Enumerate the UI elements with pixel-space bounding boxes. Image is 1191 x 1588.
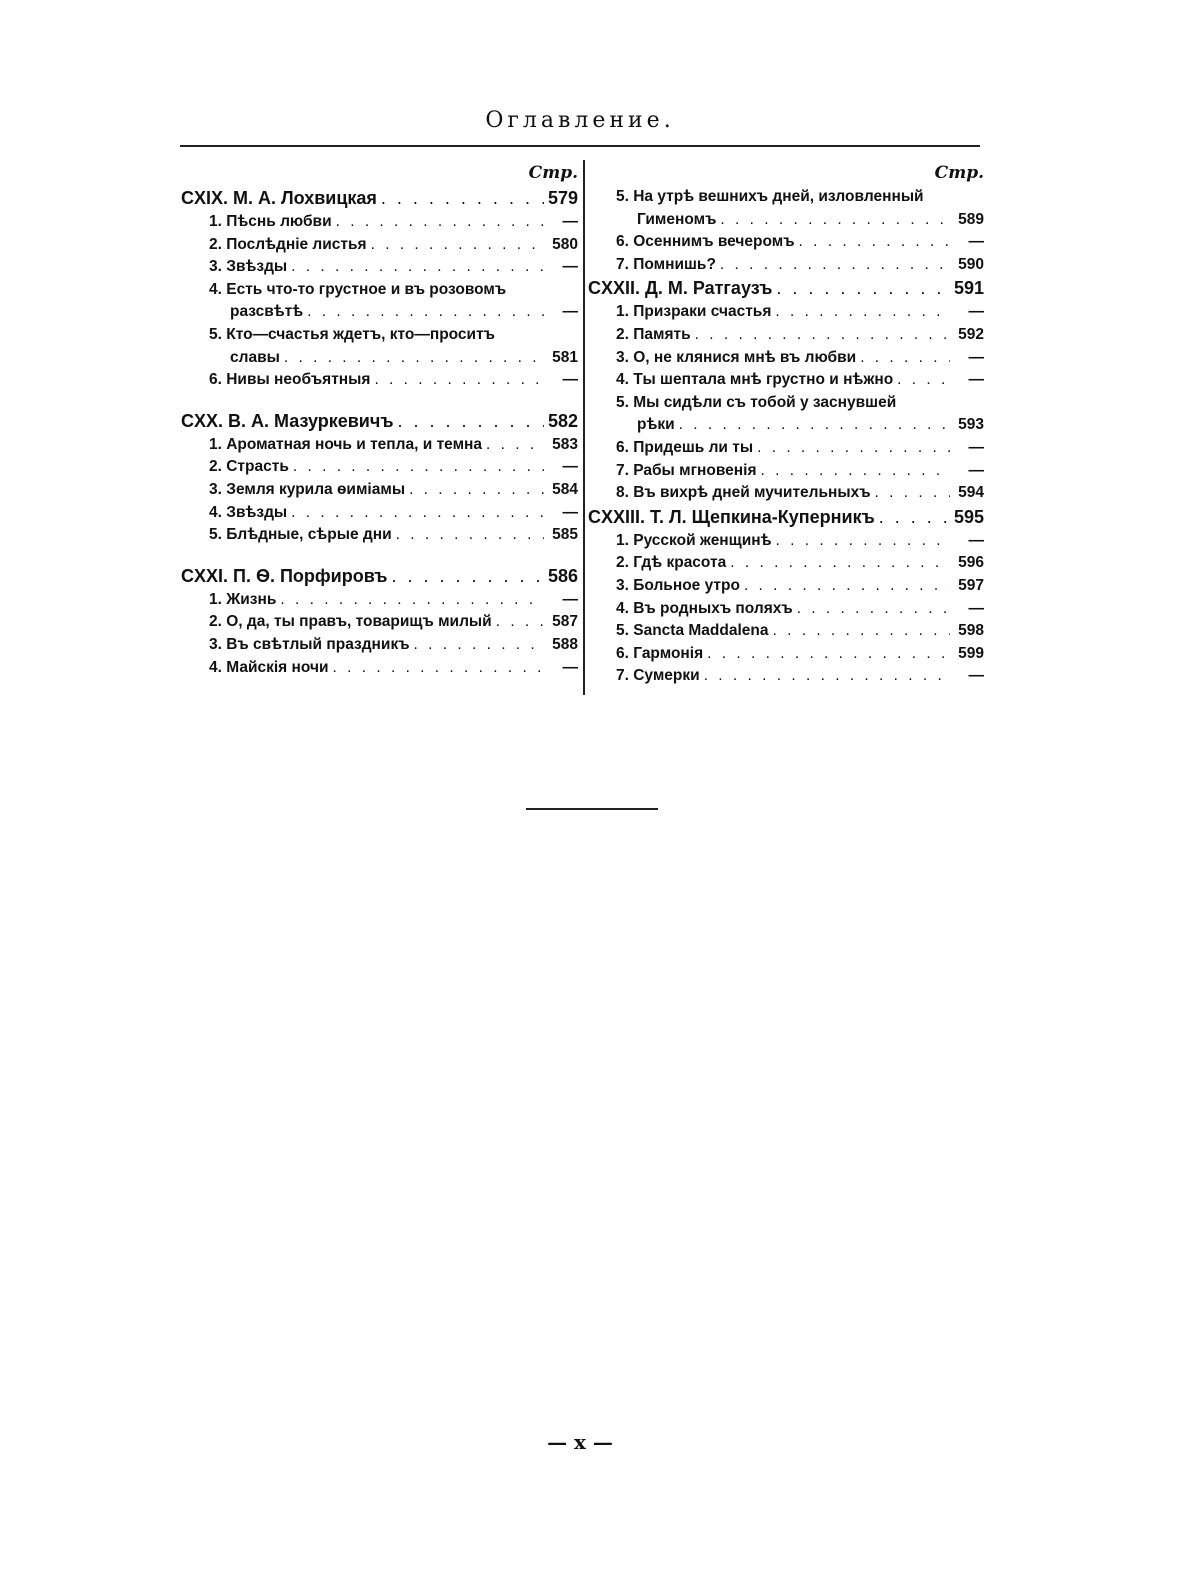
toc-column-left (181, 160, 578, 679)
entry-page-number: 583 (552, 435, 578, 453)
leader-dots (374, 369, 544, 392)
leader-dots (486, 434, 544, 457)
leader-dots (776, 530, 950, 553)
toc-poem-entry (588, 186, 984, 209)
leader-dots (897, 369, 950, 392)
leader-dots (704, 665, 950, 688)
entry-title: 1. Жизнь (209, 590, 277, 608)
entry-page-number: — (562, 503, 578, 521)
toc-poem-entry (181, 256, 578, 279)
entry-page-number: — (968, 531, 984, 549)
end-rule (526, 808, 658, 810)
leader-dots (336, 211, 544, 234)
entry-title: CXX. В. А. Мазуркевичъ (181, 410, 394, 431)
leader-dots (707, 643, 950, 666)
entry-title: славы (230, 348, 280, 366)
entry-page-number: — (968, 371, 984, 389)
entry-page-number: — (562, 658, 578, 676)
toc-poem-entry (588, 665, 984, 688)
toc-author-entry (588, 505, 984, 530)
entry-title: 5. На утрѣ вешнихъ дней, изловленный (616, 188, 924, 205)
entry-page-number: — (968, 438, 984, 456)
column-divider (583, 160, 585, 695)
toc-author-entry (181, 409, 578, 434)
entry-page-number: — (968, 461, 984, 479)
toc-poem-entry (181, 434, 578, 457)
leader-dots (291, 256, 544, 279)
entry-title: 6. Придешь ли ты (616, 438, 754, 456)
toc-poem-entry (588, 482, 984, 505)
toc-author-entry (588, 276, 984, 301)
entry-page-number: 585 (552, 526, 578, 544)
leader-dots (761, 460, 950, 483)
leader-dots (291, 502, 544, 525)
entry-title: 5. Мы сидѣли съ тобой у заснувшей (616, 393, 897, 411)
entry-title: 4. Звѣзды (209, 503, 288, 521)
leader-dots (875, 482, 950, 505)
entry-title: 3. Больное утро (616, 576, 740, 594)
leader-dots (879, 505, 950, 530)
entry-page-number: 581 (552, 348, 578, 366)
entry-title: 6. Осеннимъ вечеромъ (616, 233, 795, 251)
leader-dots (776, 276, 950, 301)
toc-poem-entry (588, 347, 984, 370)
entry-title: 2. О, да, ты правъ, товарищъ милый (209, 613, 492, 631)
toc-poem-entry (181, 502, 578, 525)
entry-title: 4. Майскія ночи (209, 658, 329, 676)
entry-title: 7. Рабы мгновенія (616, 461, 757, 479)
leader-dots (381, 186, 544, 211)
entry-title: CXXI. П. Ѳ. Порфировъ (181, 565, 388, 586)
toc-poem-entry (588, 231, 984, 254)
toc-poem-entry (181, 347, 578, 370)
entry-page-number: — (968, 233, 984, 251)
entry-title: 1. Ароматная ночь и тепла, и темна (209, 435, 483, 453)
leader-dots (284, 347, 544, 370)
entry-page-number: 593 (958, 416, 984, 434)
entry-title: 8. Въ вихрѣ дней мучительныхъ (616, 484, 871, 502)
leader-dots (397, 409, 544, 434)
toc-author-entry (181, 564, 578, 589)
leader-dots (280, 589, 544, 612)
entry-title: 2. Страсть (209, 458, 289, 476)
entry-page-number: 579 (547, 188, 578, 208)
entry-page-number: — (562, 258, 578, 276)
toc-poem-entry (181, 369, 578, 392)
entry-title: 1. Пѣснь любви (209, 213, 332, 230)
toc-poem-entry (181, 611, 578, 634)
leader-dots (679, 414, 950, 437)
leader-dots (371, 234, 544, 257)
entry-page-number: 580 (552, 235, 578, 253)
entry-page-number: — (562, 371, 578, 389)
entry-page-number: 587 (552, 613, 578, 631)
entry-page-number: — (562, 303, 578, 321)
entry-title: 3. Земля курила ѳиміамы (209, 480, 406, 498)
entry-title: разсвѣтѣ (230, 303, 304, 321)
entry-title: 5. Sancta Maddalena (616, 622, 769, 640)
leader-dots (396, 524, 544, 547)
toc-poem-entry (588, 460, 984, 483)
toc-poem-entry (588, 620, 984, 643)
toc-author-entry (181, 186, 578, 211)
toc-poem-entry (588, 643, 984, 666)
toc-poem-entry (181, 324, 578, 347)
entry-title: 1. Русской женщинѣ (616, 531, 772, 549)
entry-title: рѣки (637, 416, 675, 434)
toc-poem-entry (588, 530, 984, 553)
leader-dots (744, 575, 950, 598)
page-column-label: Стр. (528, 163, 578, 183)
entry-page-number: — (968, 348, 984, 366)
toc-right-entries (588, 186, 984, 688)
leader-dots (860, 347, 950, 370)
leader-dots (730, 552, 950, 575)
section-gap (181, 392, 578, 409)
entry-page-number: 594 (958, 484, 984, 502)
toc-poem-entry (588, 369, 984, 392)
leader-dots (799, 231, 950, 254)
leader-dots (333, 657, 545, 680)
entry-title: Гименомъ (637, 210, 717, 228)
entry-title: 6. Нивы необъятныя (209, 371, 371, 389)
leader-dots (772, 620, 950, 643)
entry-title: 6. Гармонія (616, 644, 704, 662)
entry-page-number: 597 (958, 576, 984, 594)
toc-poem-entry (588, 301, 984, 324)
toc-poem-entry (588, 598, 984, 621)
toc-poem-entry (181, 479, 578, 502)
entry-page-number: 589 (958, 210, 984, 228)
entry-title: 1. Призраки счастья (616, 303, 772, 321)
entry-title: 3. Въ свѣтлый праздникъ (209, 635, 410, 653)
toc-poem-entry (181, 524, 578, 547)
entry-title: 2. Послѣдніе листья (209, 235, 367, 253)
toc-poem-entry (588, 437, 984, 460)
entry-title: CXXIII. Т. Л. Щепкина-Куперникъ (588, 506, 875, 527)
leader-dots (414, 634, 544, 657)
entry-page-number: — (968, 599, 984, 617)
leader-dots (797, 598, 950, 621)
toc-poem-entry (588, 254, 984, 277)
leader-dots (757, 437, 950, 460)
leader-dots (695, 324, 950, 347)
toc-left-entries (181, 186, 578, 679)
toc-poem-entry (181, 301, 578, 324)
header-rule (180, 145, 980, 147)
page-title: Оглавление. (485, 108, 675, 133)
leader-dots (775, 301, 950, 324)
entry-page-number: — (968, 667, 984, 685)
toc-poem-entry (181, 211, 578, 234)
toc-column-right (588, 160, 984, 688)
entry-title: 4. Въ родныхъ поляхъ (616, 599, 793, 617)
entry-title: 4. Есть что-то грустное и въ розовомъ (209, 280, 507, 298)
leader-dots (307, 301, 544, 324)
toc-poem-entry (181, 657, 578, 680)
entry-page-number: — (562, 213, 578, 230)
leader-dots (409, 479, 544, 502)
toc-poem-entry (181, 279, 578, 302)
leader-dots (496, 611, 544, 634)
toc-poem-entry (588, 209, 984, 232)
toc-poem-entry (588, 575, 984, 598)
entry-title: CXXII. Д. М. Ратгаузъ (588, 278, 773, 299)
entry-title: 5. Кто—счастья ждетъ, кто—проситъ (209, 325, 495, 343)
entry-title: 4. Ты шептала мнѣ грустно и нѣжно (616, 371, 894, 389)
entry-title: 7. Помнишь? (616, 255, 716, 273)
toc-poem-entry (181, 634, 578, 657)
entry-title: 3. Звѣзды (209, 258, 288, 276)
entry-page-number: 599 (958, 644, 984, 662)
page-number: — x — (547, 1430, 613, 1454)
entry-page-number: 598 (958, 622, 984, 640)
entry-title: 5. Блѣдные, сѣрые дни (209, 526, 392, 544)
toc-poem-entry (588, 392, 984, 415)
entry-page-number: 588 (552, 635, 578, 653)
entry-title: 2. Память (616, 325, 691, 343)
toc-poem-entry (588, 552, 984, 575)
entry-page-number: — (562, 458, 578, 476)
leader-dots (293, 456, 544, 479)
leader-dots (391, 564, 544, 589)
leader-dots (720, 209, 950, 232)
entry-page-number: 584 (552, 480, 578, 498)
entry-page-number: 596 (958, 554, 984, 572)
entry-title: CXIX. М. А. Лохвицкая (181, 188, 377, 208)
section-gap (181, 547, 578, 564)
toc-poem-entry (181, 456, 578, 479)
entry-page-number: 590 (958, 255, 984, 273)
entry-page-number: 592 (958, 325, 984, 343)
toc-poem-entry (181, 234, 578, 257)
entry-page-number: 582 (547, 410, 578, 431)
entry-page-number: 591 (953, 278, 984, 299)
entry-title: 3. О, не клянися мнѣ въ любви (616, 348, 857, 366)
leader-dots (720, 254, 950, 277)
toc-poem-entry (588, 324, 984, 347)
page-column-label: Стр. (934, 163, 984, 183)
entry-page-number: 586 (547, 565, 578, 586)
entry-title: 7. Сумерки (616, 667, 700, 685)
toc-poem-entry (588, 414, 984, 437)
entry-page-number: — (968, 303, 984, 321)
entry-title: 2. Гдѣ красота (616, 554, 727, 572)
entry-page-number: 595 (953, 506, 984, 527)
entry-page-number: — (562, 590, 578, 608)
toc-poem-entry (181, 589, 578, 612)
